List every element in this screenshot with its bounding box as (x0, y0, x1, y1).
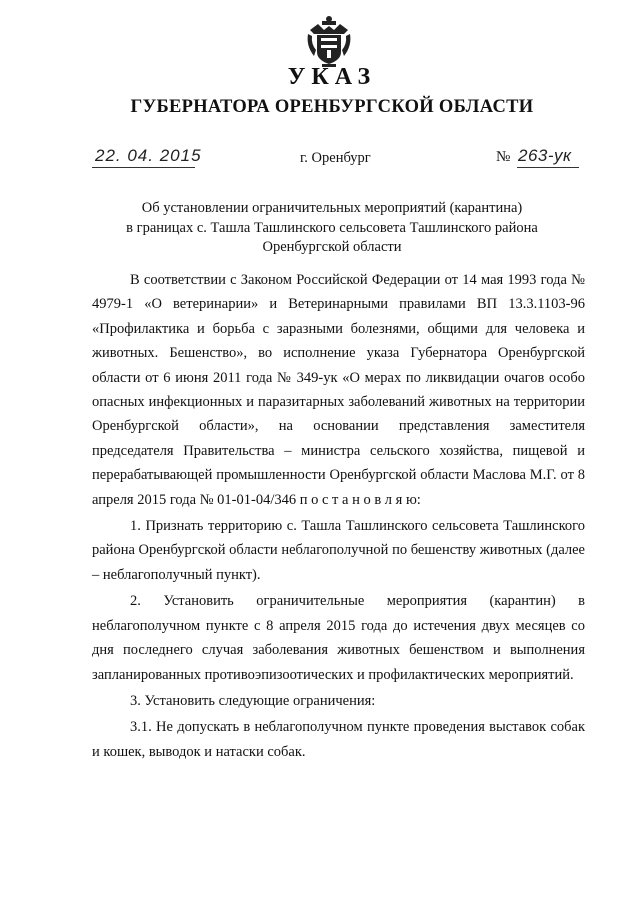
clause-1: 1. Признать территорию с. Ташла Ташлинского сельсовета Ташлинского района Оренбургской области неблагополучной по бешенству животных (далее – неблагополучный пункт). (92, 518, 585, 583)
subject-line: Об установлении ограничительных мероприятий (карантина) (141, 200, 523, 216)
decree-date: 22. 04. 2015 (95, 146, 202, 165)
number-underline (517, 167, 579, 168)
decree-body (92, 268, 585, 764)
coat-of-arms-icon (304, 14, 354, 68)
subject-line: Оренбургской области (262, 239, 402, 255)
decree-number: 263-ук (518, 146, 572, 165)
subject-line: в границах с. Ташла Ташлинского сельсовета Ташлинского района (126, 219, 538, 236)
issuer-heading: ГУБЕРНАТОРА ОРЕНБУРГСКОЙ ОБЛАСТИ (130, 97, 534, 117)
preamble-paragraph: В соответствии с Законом Российской Федерации от 14 мая 1993 года № 4979-1 «О ветеринарии» и Ветеринарными правилами ВП 13.3.1103-96 «Профилактика и борьба с заразными болезнями, общими для человека и животных. Бешенство», во исполнение указа Губернатора Оренбургской области от 6 июня 2011 года № 349-ук «О мерах по ликвидации очагов особо опасных инфекционных и паразитарных заболеваний животных на территории Оренбургской области», на основании представления заместителя председателя Правительства – министра сельского хозяйства, пищевой и перерабатывающей промышленности Оренбургской области Маслова М.Г. от 8 апреля 2015 года № 01-01-04/346 п о с т а н о в л я ю: (92, 272, 585, 508)
document-type-heading: УКАЗ (287, 64, 377, 90)
date-number-row (0, 146, 640, 176)
decree-subject (0, 199, 640, 258)
number-sign: № (496, 149, 511, 165)
clause-3: 3. Установить следующие ограничения: (130, 692, 376, 709)
clause-2: 2. Установить ограничительные мероприятия (карантин) в неблагополучном пункте с 8 апреля 2015 года до истечения двух месяцев со дня последнего случая заболевания животных бешенством и выполнения запланированных противоэпизоотических и профилактических мероприятий. (92, 593, 585, 683)
date-underline (92, 167, 195, 168)
decree-city: г. Оренбург (300, 150, 371, 166)
clause-3-1: 3.1. Не допускать в неблагополучном пункте проведения выставок собак и кошек, выводок и натаски собак. (92, 719, 585, 760)
